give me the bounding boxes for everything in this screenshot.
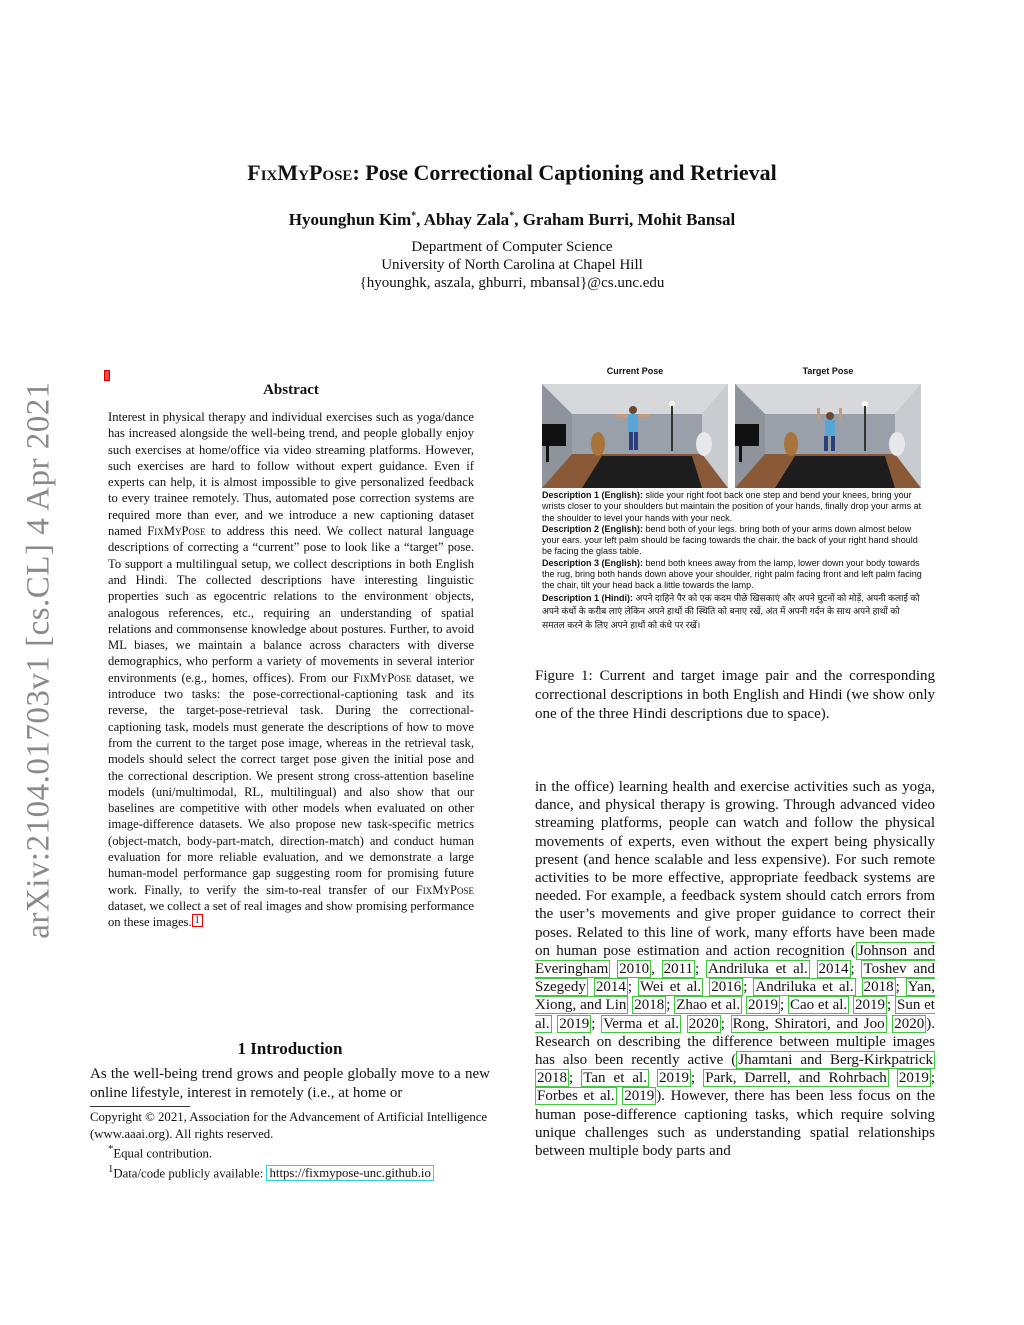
description-2-en <box>542 524 922 558</box>
citation[interactable]: 2018 <box>863 979 894 996</box>
section-heading-introduction: 1 Introduction <box>237 1039 343 1058</box>
right-column-body <box>535 778 935 1160</box>
citation[interactable]: 2014 <box>595 979 626 996</box>
abstract-part-1: Interest in physical therapy and individual exercises such as yoga/dance has increased alongside the well-being trend, and people globally enjoy such exercises at home/office via video streaming platforms. However, such exercises are hard to follow without expert guidance. Even if experts can help, it is almost impossible to give personalized feedback to every trainee remotely. Thus, automated pose correction systems are required more than ever, and we introduce a new captioning dataset named <box>108 410 474 539</box>
introduction-paragraph: As the well-being trend grows and people globally move to a new online lifestyle, interest in remotely (i.e., at home or <box>90 1066 490 1101</box>
footnote-rule <box>90 1106 190 1107</box>
author-3: Graham Burri <box>522 210 629 229</box>
description-text: slide your right foot back one step and bend your knees, bring your wrists closer to your shoulders but maintain the position of your hands, finally drop your arms at the shoulder to level your hands with your neck. <box>542 490 922 523</box>
citation[interactable]: 2019 <box>854 997 885 1014</box>
author-2-mark: * <box>509 210 515 222</box>
author-2: Abhay Zala <box>423 210 510 229</box>
description-text: अपने दाहिने पैर को एक कदम पीछे खिसकाएं और अपने घुटनों को मोड़ें, अपनी कलाई को अपने कंधों के करीब लाएं लेकिन अपने हाथों की स्थिति को बनाए रखें, अंत में अपनी गर्दन के साथ अपने हाथों को समतल करने के लिए अपने हाथों को कंधे पर रखें। <box>542 592 920 630</box>
citation[interactable]: Wei et al. <box>640 979 702 996</box>
figure-descriptions <box>542 490 922 632</box>
citation[interactable]: Johnson and Everingham <box>535 942 935 978</box>
dataset-name: FixMyPose <box>353 670 412 685</box>
arxiv-id: arXiv:2104.01703v1 [cs.CL] 4 Apr 2021 <box>20 381 57 939</box>
citation[interactable]: 2014 <box>818 961 849 978</box>
equal-mark: * <box>108 1144 114 1155</box>
citation[interactable]: Zhao et al. <box>676 997 741 1014</box>
figure-caption-text: Figure 1: Current and target image pair and the corresponding correctional descriptions in both English and Hindi (we show only one of the three Hindi descriptions due to space). <box>535 668 935 722</box>
body-text: in the office) learning health and exercise activities such as yoga, dance, and physical therapy is growing. Through advanced video streaming platforms, people can watch and follow the physical movements of experts, even without the expert being physically present (and hence scalable and less expensive). For such remote activities to be more effective, appropriate feedback systems are needed. For example, a feedback system should catch errors from the user’s movements and give proper guidance to correct their poses. Related to this line of work, many efforts have been made on human pose estimation and action recognition ( <box>535 779 935 959</box>
citation[interactable]: Cao et al. <box>789 997 848 1014</box>
footnote-ref-1[interactable]: 1 <box>192 914 203 927</box>
description-1-en <box>542 490 922 524</box>
citation[interactable]: 2020 <box>894 1015 925 1032</box>
data-mark: 1 <box>108 1163 114 1175</box>
current-pose-image <box>542 384 728 488</box>
author-1-mark: * <box>411 210 417 222</box>
citation[interactable]: Andriluka et al. <box>707 961 808 978</box>
author-1: Hyounghun Kim <box>288 210 412 229</box>
red-annotation-mark <box>104 370 110 381</box>
dataset-name: FixMyPose <box>147 524 206 539</box>
project-link[interactable]: https://fixmypose-unc.github.io <box>266 1165 433 1181</box>
citation[interactable]: Verma et al. <box>603 1015 680 1032</box>
citation[interactable]: Tan et al. <box>583 1070 647 1087</box>
citation[interactable]: Toshev and Szegedy <box>535 961 935 996</box>
copyright-notice: Copyright © 2021, Association for the Advancement of Artificial Intelligence (www.aaai.org). All rights reserved. <box>90 1110 488 1141</box>
description-label: Description 1 (English): <box>542 490 644 500</box>
description-label: Description 2 (English): <box>542 523 644 534</box>
citation[interactable]: 2019 <box>747 997 778 1014</box>
citation[interactable]: 2019 <box>624 1088 655 1105</box>
citation[interactable]: 2018 <box>634 997 665 1014</box>
description-1-hi <box>542 592 922 633</box>
citation[interactable]: Andriluka et al. <box>755 979 854 996</box>
citation[interactable]: Park, Darrell, and Rohrbach <box>705 1070 887 1087</box>
citation[interactable]: 2018 <box>537 1070 567 1087</box>
figure-caption <box>535 667 935 724</box>
citation[interactable]: Sun et al. <box>535 997 935 1032</box>
target-pose-scene <box>735 384 921 488</box>
data-availability-note <box>90 1162 490 1182</box>
author-4: Mohit Bansal <box>637 210 736 229</box>
abstract-heading: Abstract <box>263 382 319 398</box>
citation[interactable]: Rong, Shiratori, and Joo <box>732 1015 885 1032</box>
citation[interactable]: 2020 <box>688 1015 719 1032</box>
title-smallcaps: FixMyPose <box>247 160 353 185</box>
dataset-name: FixMyPose <box>415 882 474 897</box>
citation[interactable]: Forbes et al. <box>537 1088 615 1105</box>
equal-contribution-note <box>90 1142 490 1162</box>
current-pose-scene <box>542 384 728 488</box>
author-list: Hyounghun Kim*, Abhay Zala*, Graham Burri, Mohit Bansal <box>288 210 736 229</box>
affiliation <box>0 238 1024 292</box>
description-text: bend both knees away from the lamp, lower down your body towards the rug, bring both hands down above your shoulder, right palm facing front and left palm facing the chair, tilt your head back a little towards the lamp. <box>542 557 922 591</box>
figure-label-current: Current Pose <box>606 366 664 376</box>
introduction-body <box>90 1065 490 1102</box>
paper-title <box>0 160 1024 186</box>
equal-text: Equal contribution. <box>113 1146 213 1161</box>
citation[interactable]: 2016 <box>711 979 742 996</box>
citation[interactable]: 2011 <box>663 961 694 978</box>
footnotes <box>90 1109 490 1182</box>
affiliation-dept: Department of Computer Science <box>411 239 613 255</box>
description-3-en <box>542 558 922 592</box>
citation[interactable]: 2010 <box>619 961 650 978</box>
right-paragraph: in the office) learning health and exercise activities such as yoga, dance, and physical therapy is growing. Through advanced video streaming platforms, people can watch and follow the physical movements of experts, even without the expert being physically present (and hence scalable and less expensive). For such remote activities to be more effective, appropriate feedback systems are needed. For example, a feedback system should catch errors from the user’s movements and give proper guidance to correct their poses. Related to this line of work, many efforts have been made on human pose estimation and action recognition ( Johnson and Everingham 2010 , 2011 ; Andriluka et al. 2014 ; Toshev and Szegedy 2014 ; Wei et al. 2016 ; Andriluka et al. 2018 ; Yan, Xiong, and Lin 2018 ; Zhao et al. 2019 ; Cao et al. 2019 ; Sun et al. 2019 ; Verma et al. 2020 ; Rong, Shiratori, and Joo 2020 ). Research on describing the difference between multiple images has also been recently active ( Jhamtani and Berg-Kirkpatrick 2018 ; Tan et al. 2019 ; Park, Darrell, and Rohrbach 2019 ; Forbes et al. 2019 ). However, there has been less focus on the human pose-difference captioning tasks, which require solving unique challenges such as understanding spatial relationships between multiple body parts and <box>535 779 936 1160</box>
citation[interactable]: 2019 <box>559 1015 590 1032</box>
description-label: Description 3 (English): <box>542 557 644 568</box>
arxiv-sidebar-stamp <box>14 360 64 960</box>
citation[interactable]: Jhamtani and Berg-Kirkpatrick <box>738 1052 933 1069</box>
abstract-part-4: dataset, we collect a set of real images and show promising performance on these images. <box>108 898 474 930</box>
abstract-body <box>108 409 474 931</box>
affiliation-emails: {hyounghk, aszala, ghburri, mbansal}@cs.unc.edu <box>359 275 665 291</box>
description-label: Description 1 (Hindi): <box>542 592 634 603</box>
body-text: ). However, there has been less focus on the human pose-difference captioning tasks, which require solving unique challenges such as understanding spatial relationships between multiple body parts and <box>535 1088 936 1160</box>
citation[interactable]: 2019 <box>659 1070 690 1087</box>
abstract-part-2: to address this need. We collect natural language descriptions of correcting a “current” pose to look like a “target” pose. To support a multilingual setup, we collect descriptions in both English and Hindi. The collected descriptions have interesting linguistic properties such as egocentric relations to the environment objects, analogous references, etc., requiring an understanding of spatial relations and commonsense knowledge about postures. Further, to avoid ML biases, we maintain a balance across characters with diverse demographics, who perform a variety of movements in several interior environments (e.g., homes, offices). From our <box>108 524 475 685</box>
body-text: ). Research on describing the difference between multiple images has also been recently active ( <box>535 1015 936 1069</box>
abstract-part-3: dataset, we introduce two tasks: the pose-correctional-captioning task and its reverse, the target-pose-retrieval task. During the correctional-captioning task, models must generate the descriptions of how to move from the current to the target pose image, whereas in the retrieval task, models should select the correct target pose given the initial pose and the correctional description. We present strong cross-attention baseline models (uni/multimodal, RL, multilingual) and also show that our baselines are competitive with other models when evaluated on other image-difference datasets. We also propose new task-specific metrics (object-match, body-part-match, direction-match) and conduct human evaluation for more reliable evaluation, and we demonstrate a large human-model performance gap suggesting room for promising future work. Finally, to verify the sim-to-real transfer of our <box>108 670 474 897</box>
description-text: bend both of your legs. bring both of your arms down almost below your ears. your left palm should be facing towards the chair. the back of your right hand should be facing the glass table. <box>542 523 918 557</box>
citation[interactable]: Yan, Xiong, and Lin <box>535 979 935 1014</box>
data-label: Data/code publicly available: <box>113 1166 267 1181</box>
figure-label-target: Target Pose <box>802 366 854 376</box>
citation[interactable]: 2019 <box>898 1070 929 1087</box>
target-pose-image <box>735 384 921 488</box>
title-rest: : Pose Correctional Captioning and Retrieval <box>352 160 777 185</box>
affiliation-univ: University of North Carolina at Chapel Hill <box>381 257 643 273</box>
